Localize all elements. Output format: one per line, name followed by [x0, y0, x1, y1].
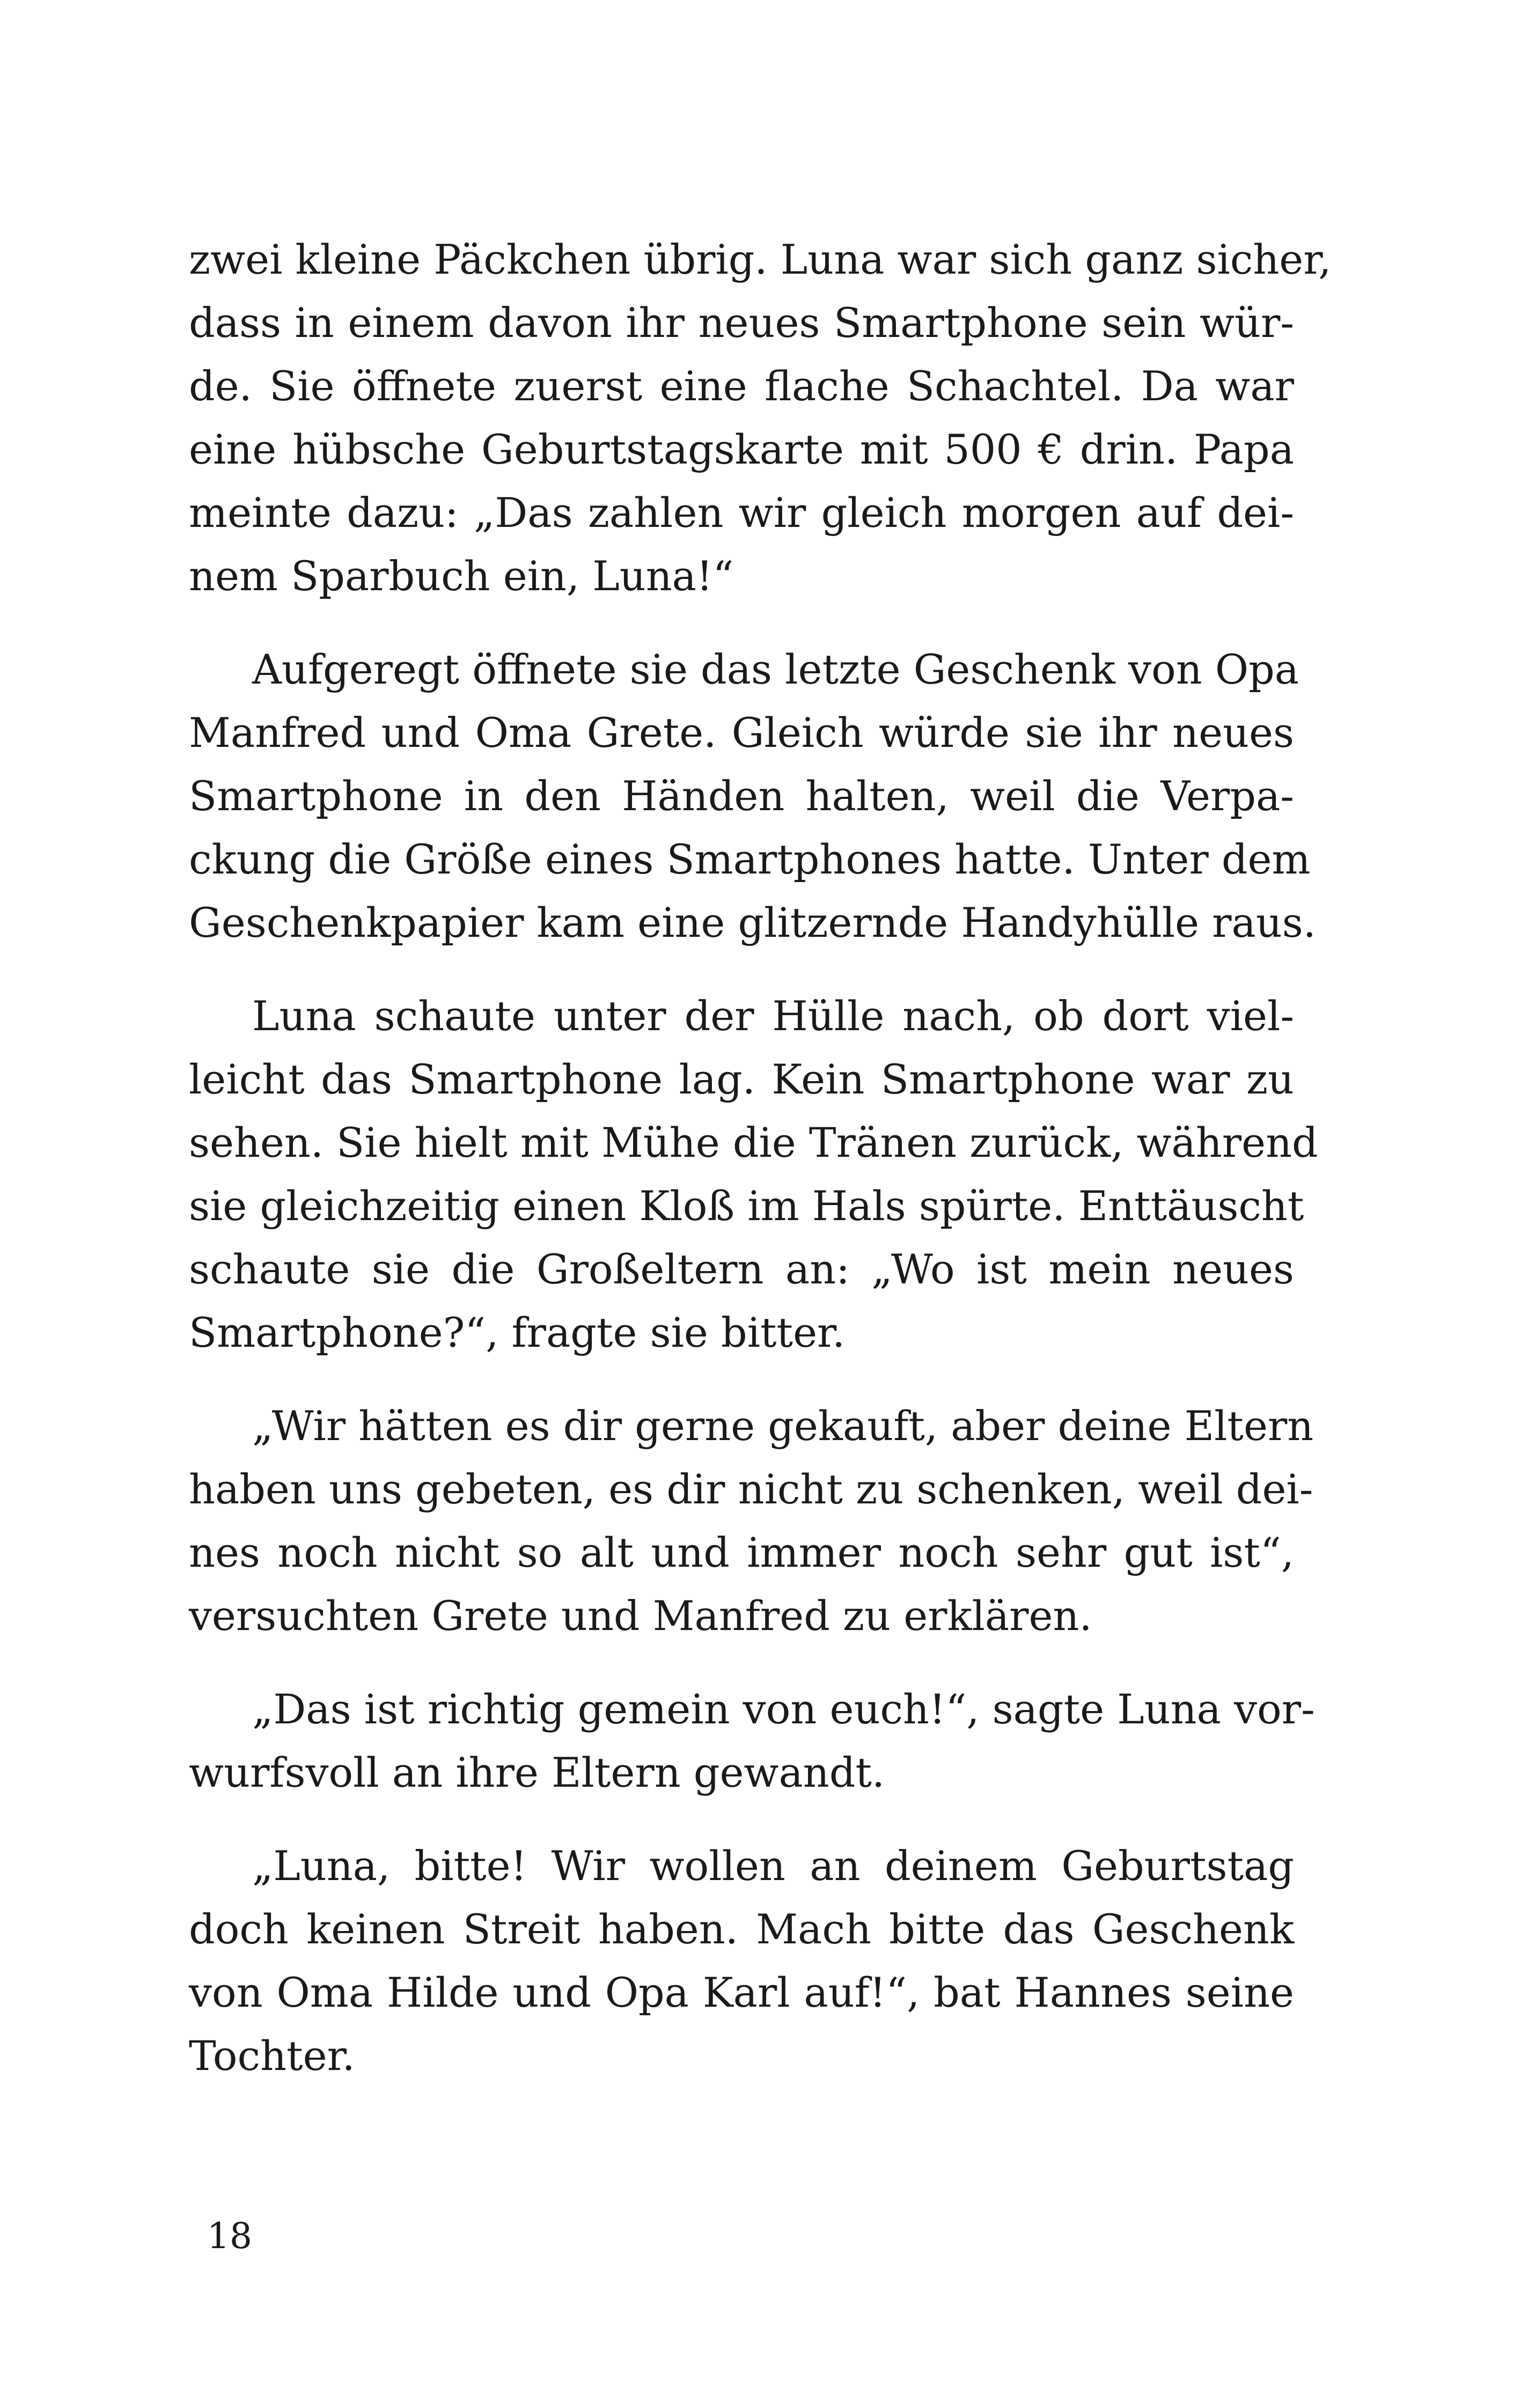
- body-text: [189, 228, 1332, 2088]
- text-line: haben uns gebeten, es dir nicht zu schenken, weil dei-: [189, 1465, 1313, 1513]
- text-line: versuchten Grete und Manfred zu erklären.: [189, 1592, 1092, 1640]
- paragraph-4: [189, 1394, 1314, 1648]
- text-line: ckung die Größe eines Smartphones hatte. Unter dem: [189, 835, 1311, 883]
- text-line: de. Sie öffnete zuerst eine flache Schachtel. Da war: [189, 362, 1294, 410]
- text-line: nes noch nicht so alt und immer noch sehr gut ist“,: [189, 1529, 1294, 1576]
- paragraph-2: [189, 638, 1316, 955]
- paragraph-1: [189, 228, 1332, 608]
- text-line: „Das ist richtig gemein von euch!“, sagte Luna vor-: [252, 1685, 1315, 1733]
- text-line: schaute sie die Großeltern an: „Wo ist mein neues: [189, 1245, 1294, 1293]
- text-line: Tochter.: [189, 2032, 355, 2080]
- text-line: leicht das Smartphone lag. Kein Smartphone war zu: [189, 1055, 1294, 1103]
- text-line: Smartphone in den Händen halten, weil die Verpa-: [189, 772, 1294, 820]
- paragraph-6: [189, 1834, 1294, 2088]
- text-line: sehen. Sie hielt mit Mühe die Tränen zurück, während: [189, 1119, 1318, 1166]
- text-line: doch keinen Streit haben. Mach bitte das Geschenk: [189, 1905, 1294, 1953]
- text-line: Aufgeregt öffnete sie das letzte Geschenk von Opa: [252, 645, 1299, 693]
- text-line: Smartphone?“, fragte sie bitter.: [189, 1309, 846, 1356]
- text-line: nem Sparbuch ein, Luna!“: [189, 552, 734, 600]
- paragraph-5: [189, 1678, 1315, 1804]
- text-line: sie gleichzeitig einen Kloß im Hals spürte. Enttäuscht: [189, 1182, 1304, 1230]
- paragraph-3: [189, 985, 1318, 1364]
- text-line: dass in einem davon ihr neues Smartphone sein wür-: [189, 299, 1294, 347]
- text-line: meinte dazu: „Das zahlen wir gleich morgen auf dei-: [189, 489, 1294, 537]
- text-line: zwei kleine Päckchen übrig. Luna war sich ganz sicher,: [189, 236, 1332, 283]
- text-line: Geschenkpapier kam eine glitzernde Handyhülle raus.: [189, 899, 1316, 946]
- text-line: Luna schaute unter der Hülle nach, ob dort viel-: [252, 992, 1294, 1040]
- text-line: „Luna, bitte! Wir wollen an deinem Geburtstag: [252, 1842, 1294, 1890]
- text-line: eine hübsche Geburtstagskarte mit 500 € drin. Papa: [189, 425, 1294, 473]
- text-line: „Wir hätten es dir gerne gekauft, aber deine Eltern: [252, 1402, 1314, 1450]
- text-line: Manfred und Oma Grete. Gleich würde sie ihr neues: [189, 709, 1294, 757]
- text-line: wurfsvoll an ihre Eltern gewandt.: [189, 1749, 885, 1796]
- page-number: 18: [207, 2215, 252, 2257]
- text-line: von Oma Hilde und Opa Karl auf!“, bat Hannes seine: [189, 1969, 1294, 2016]
